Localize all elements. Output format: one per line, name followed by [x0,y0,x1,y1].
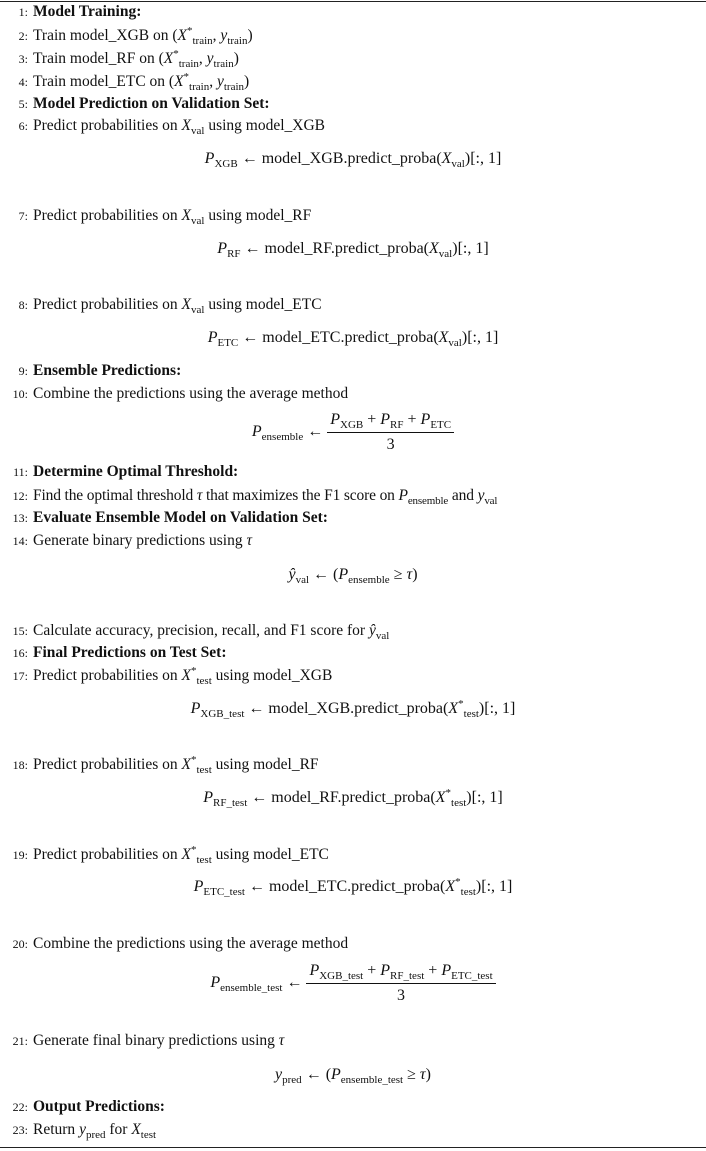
line-text: Predict probabilities on $X_{val}$ using model_XGB [33,117,325,137]
equation-p-rf: $P_{RF}$ ← $model\_RF.predict\_proba(X_{val})$[:, 1] [217,240,489,260]
line-number: 15: [12,624,28,638]
equation-y-pred: $y_{pred}$ ← $(P_{ensemble\_test} \ge \tau)$ [275,1066,431,1086]
line-text: Return $y_{pred}$ for $X_{test}$ [33,1121,157,1141]
line-number: 10: [12,387,28,401]
fraction: $\frac{P_{XGB} + P_{RF} + P_{ETC}}{3}$ [327,410,454,455]
line-text: Predict probabilities on $X_{val}$ using model_ETC [33,296,322,316]
line-number: 1: [18,5,28,19]
line-number: 16: [12,646,28,660]
section-heading: Evaluate Ensemble Model on Validation Set: [33,509,328,526]
line-text: Find the optimal threshold τ that maximizes the F1 score on $P_{ensemble}$ and $y_{val}$ [33,487,498,507]
line-number: 5: [18,97,28,111]
section-heading: Model Prediction on Validation Set: [33,95,270,112]
equation-y-hat-val: $ŷ_{val}$ ← $(P_{ensemble} \ge \tau)$ [288,566,418,586]
line-text: Combine the predictions using the average method [33,935,349,952]
line-number: 11: [13,465,28,479]
line-number: 7: [18,209,28,223]
line-number: 14: [12,534,28,548]
equation-p-rf-test: $P_{RF\_test}$ ← $model\_RF.predict\_proba(X^*_{test})$[:, 1] [203,787,503,809]
line-number: 2: [18,29,28,43]
equation-p-xgb-test: $P_{XGB\_test}$ ← $model\_XGB.predict\_proba(X^*_{test})$[:, 1] [190,698,516,720]
line-number: 19: [12,848,28,862]
fraction: $\frac{P_{XGB\_test} + P_{RF\_test} + P_{ETC\_test}}{3}$ [306,961,495,1006]
line-number: 18: [12,758,28,772]
section-heading: Output Predictions: [33,1098,165,1115]
line-text: Generate final binary predictions using τ [33,1032,285,1049]
equation-p-etc-test: $P_{ETC\_test}$ ← $model\_ETC.predict\_proba(X^*_{test})$[:, 1] [193,876,513,898]
line-number: 17: [12,669,28,683]
section-heading: Ensemble Predictions: [33,362,182,379]
equation-p-xgb: $P_{XGB}$ ← $model\_XGB.predict\_proba(X_{val})$[:, 1] [204,150,502,170]
equation-p-ensemble-test: $P_{ensemble\_test}$ ← $\frac{P_{XGB\_test} + P_{RF\_test} + P_{ETC\_test}}{3}$ [0,961,706,1006]
line-number: 22: [12,1100,28,1114]
line-text: Combine the predictions using the average method [33,385,349,402]
line-text: Generate binary predictions using τ [33,532,253,549]
line-text: Predict probabilities on $X_{val}$ using model_RF [33,207,312,227]
line-number: 12: [12,489,28,503]
line-number: 23: [12,1123,28,1137]
line-number: 21: [12,1034,28,1048]
line-number: 8: [18,298,28,312]
line-number: 20: [12,937,28,951]
line-number: 13: [12,511,28,525]
section-heading: Final Predictions on Test Set: [33,644,227,661]
line-text: Predict probabilities on $X^*_{test}$ using model_XGB [33,665,333,687]
line-text: Predict probabilities on $X^*_{test}$ using model_ETC [33,844,329,866]
line-text: Train model_RF on ($X^*_{train}$, $y_{train}$) [33,48,239,70]
line-number: 9: [18,364,28,378]
line-text: Train model_ETC on ($X^*_{train}$, $y_{train}$) [33,71,250,93]
line-text: Calculate accuracy, precision, recall, and F1 score for $ŷ_{val}$ [33,622,390,642]
equation-p-etc: $P_{ETC}$ ← $model\_ETC.predict\_proba(X_{val})$[:, 1] [207,329,499,349]
section-heading: Model Training: [33,3,142,20]
line-text: Train model_XGB on ($X^*_{train}$, $y_{train}$) [33,25,253,47]
line-number: 3: [18,52,28,66]
line-number: 6: [18,119,28,133]
equation-p-ensemble: $P_{ensemble}$ ← $\frac{P_{XGB} + P_{RF} + P_{ETC}}{3}$ [0,410,706,455]
line-number: 4: [18,75,28,89]
bottom-rule [0,1147,706,1148]
line-text: Predict probabilities on $X^*_{test}$ using model_RF [33,754,319,776]
section-heading: Determine Optimal Threshold: [33,463,239,480]
